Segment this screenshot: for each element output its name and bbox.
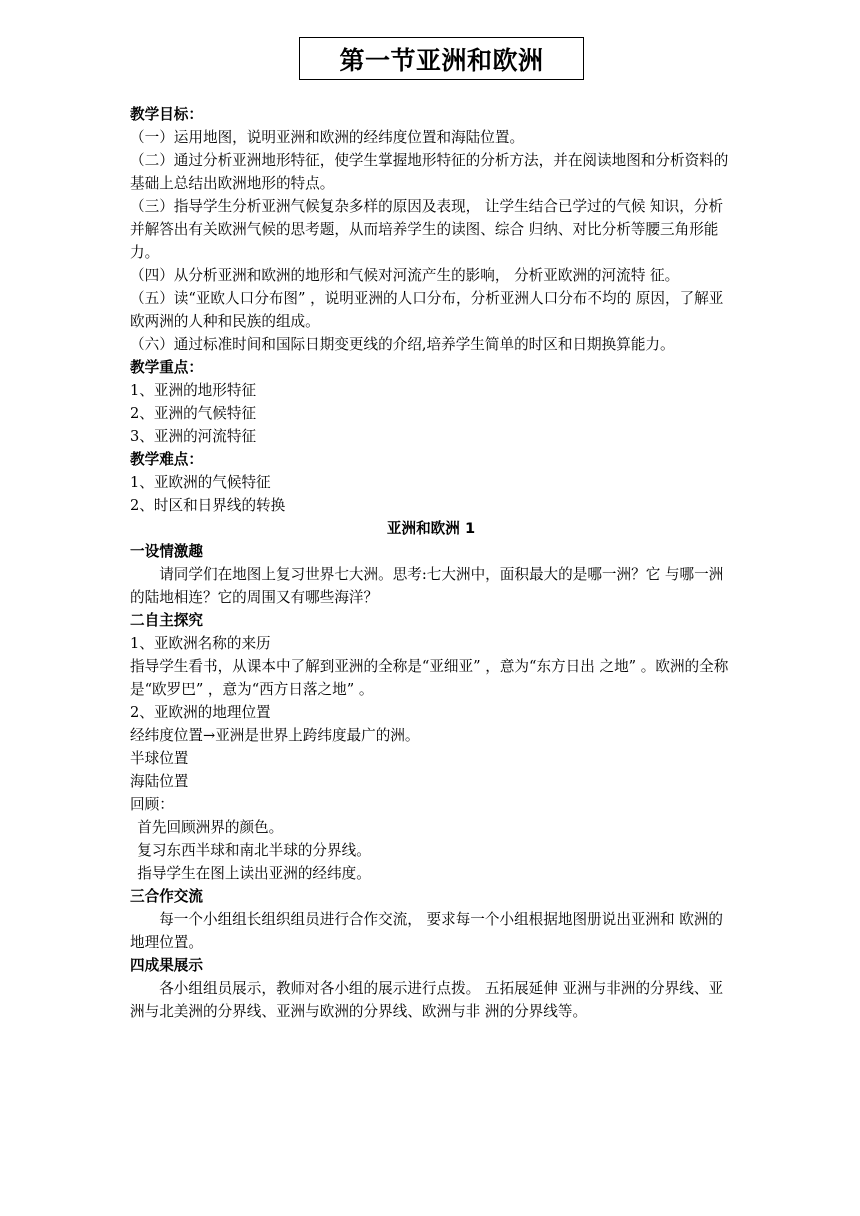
section-2-heading: 二自主探究 bbox=[130, 612, 203, 629]
difficulties-heading: 教学难点： bbox=[130, 451, 203, 468]
objective-item: （四）从分析亚洲和欧洲的地形和气候对河流产生的影响， 分析亚欧洲的河流特 征。 bbox=[130, 267, 680, 284]
section-4-text: 各小组组员展示，教师对各小组的展示进行点拨。 五拓展延伸 亚洲与非洲的分界线、亚洲与北美洲的分界线、亚洲与欧洲的分界线、欧洲与非 洲的分界线等。 bbox=[130, 980, 724, 1020]
section-1-text: 请同学们在地图上复习世界七大洲。思考:七大洲中，面积最大的是哪一洲？它 与哪一洲的陆地相连？它的周围又有哪些海洋？ bbox=[130, 566, 724, 606]
page-title: 第一节亚洲和欧洲 bbox=[299, 37, 584, 80]
difficulty-item: 1、亚欧洲的气候特征 bbox=[130, 474, 271, 491]
section-2-text: 指导学生看书，从课本中了解到亚洲的全称是“亚细亚” ，意为“东方日出 之地” 。欧洲的全称是“欧罗巴” ，意为“西方日落之地” 。 bbox=[130, 658, 729, 698]
key-point-item: 2、亚洲的气候特征 bbox=[130, 405, 257, 422]
document-body bbox=[130, 103, 732, 1023]
key-point-item: 1、亚洲的地形特征 bbox=[130, 382, 257, 399]
section-2-line: 复习东西半球和南北半球的分界线。 bbox=[137, 842, 371, 859]
section-2-line: 半球位置 bbox=[130, 750, 189, 767]
section-2-subheading: 1、亚欧洲名称的来历 bbox=[130, 635, 271, 652]
section-2-subheading: 2、亚欧洲的地理位置 bbox=[130, 704, 271, 721]
section-2-line: 经纬度位置→亚洲是世界上跨纬度最广的洲。 bbox=[130, 727, 420, 744]
section-2-line: 首先回顾洲界的颜色。 bbox=[137, 819, 284, 836]
section-2-line: 回顾： bbox=[130, 796, 174, 813]
objective-item: （三）指导学生分析亚洲气候复杂多样的原因及表现， 让学生结合已学过的气候 知识，分析并解答出有关欧洲气候的思考题，从而培养学生的读图、综合 归纳、对比分析等腰三角形能力。 bbox=[130, 198, 724, 261]
section-3-text: 每一个小组组长组织组员进行合作交流， 要求每一个小组根据地图册说出亚洲和 欧洲的地理位置。 bbox=[130, 911, 724, 951]
section-2-line: 指导学生在图上读出亚洲的经纬度。 bbox=[137, 865, 371, 882]
key-points-heading: 教学重点： bbox=[130, 359, 203, 376]
section-4-heading: 四成果展示 bbox=[130, 957, 203, 974]
lesson-heading: 亚洲和欧洲 1 bbox=[386, 520, 476, 537]
objective-item: （二）通过分析亚洲地形特征，使学生掌握地形特征的分析方法，并在阅读地图和分析资料的基础上总结出欧洲地形的特点。 bbox=[130, 152, 729, 192]
objectives-heading: 教学目标： bbox=[130, 106, 203, 123]
section-1-heading: 一设情激趣 bbox=[130, 543, 203, 560]
objective-item: （六）通过标准时间和国际日期变更线的介绍,培养学生简单的时区和日期换算能力。 bbox=[130, 336, 675, 353]
difficulty-item: 2、时区和日界线的转换 bbox=[130, 497, 286, 514]
key-point-item: 3、亚洲的河流特征 bbox=[130, 428, 257, 445]
section-2-line: 海陆位置 bbox=[130, 773, 189, 790]
objective-item: （五）读“亚欧人口分布图” ，说明亚洲的人口分布，分析亚洲人口分布不均的 原因，了解亚欧两洲的人种和民族的组成。 bbox=[130, 290, 724, 330]
section-3-heading: 三合作交流 bbox=[130, 888, 203, 905]
objective-item: （一）运用地图，说明亚洲和欧洲的经纬度位置和海陆位置。 bbox=[130, 129, 525, 146]
